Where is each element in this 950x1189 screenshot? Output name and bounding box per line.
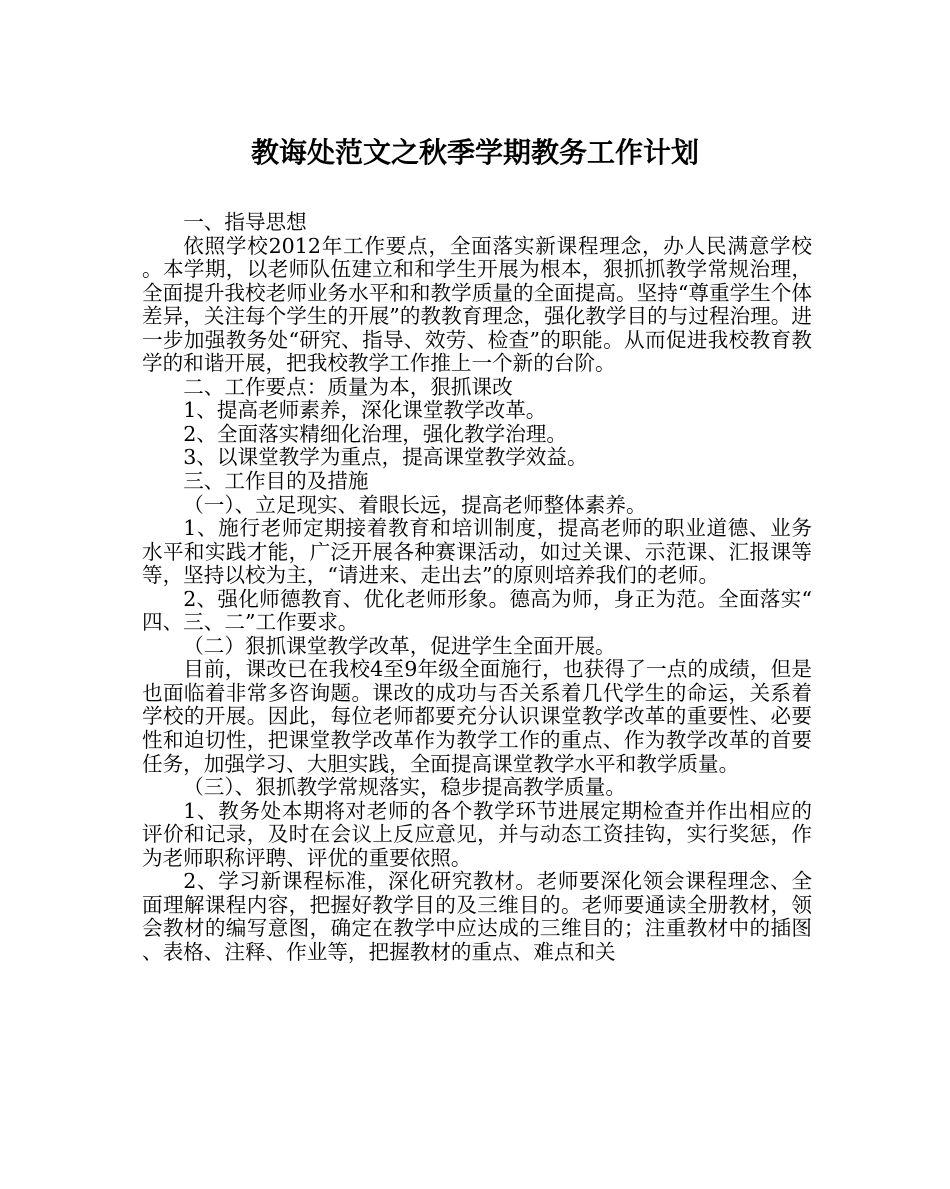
section-heading: 一、指导思想 — [183, 210, 307, 234]
body-paragraph: 1、施行老师定期接着教育和培训制度，提高老师的职业道德、业务水平和实践才能，广泛开展各种赛课活动，如过关课、示范课、汇报课等等，坚持以校为主，“请进来、走出去”的原则培养我们的老师。 — [142, 516, 812, 588]
subsection-heading: （二）狠抓课堂教学改革，促进学生全面开展。 — [183, 633, 616, 658]
list-item: 2、全面落实精细化治理，强化教学治理。 — [183, 421, 567, 446]
body-paragraph: 1、教务处本期将对老师的各个教学环节进展定期检查并作出相应的评价和记录，及时在会议上反应意见，并与动态工资挂钩，实行奖惩，作为老师职称评聘、评优的重要依照。 — [142, 798, 812, 870]
body-paragraph: 2、学习新课程标准，深化研究教材。老师要深化领会课程理念、全面理解课程内容，把握好教学目的及三维目的。老师要通读全册教材，领会教材的编写意图，确定在教学中应达成的三维目的；注重教材中的插图、表格、注释、作业等，把握教材的重点、难点和关 — [142, 869, 812, 964]
document-body — [142, 211, 812, 965]
list-item: 1、提高老师素养，深化课堂教学改革。 — [183, 398, 547, 423]
subsection-heading: （三）、狠抓教学常规落实，稳步提高教学质量。 — [183, 775, 626, 800]
body-paragraph: 2、强化师德教育、优化老师形象。德高为师，身正为范。全面落实“四、三、二”工作要求。 — [142, 586, 812, 635]
list-item: 3、以课堂教学为重点，提高课堂教学效益。 — [183, 445, 588, 470]
body-paragraph: 目前，课改已在我校4至9年级全面施行，也获得了一点的成绩，但是也面临着非常多咨询题。课改的成功与否关系着几代学生的命运，关系着学校的开展。因此，每位老师都要充分认识课堂教学改革的重要性、必要性和迫切性，把课堂教学改革作为教学工作的重点、作为教学改革的首要任务，加强学习、大胆实践，全面提高课堂教学水平和教学质量。 — [142, 657, 812, 776]
body-paragraph: 依照学校2012年工作要点，全面落实新课程理念，办人民满意学校。本学期，以老师队伍建立和和学生开展为根本，狠抓抓教学常规治理，全面提升我校老师业务水平和和教学质量的全面提高。坚持“尊重学生个体差异，关注每个学生的开展”的教教育理念，强化教学目的与过程治理。进一步加强教务处“研究、指导、效劳、检查”的职能。从而促进我校教育教学的和谐开展，把我校教学工作推上一个新的台阶。 — [142, 233, 812, 376]
section-heading: 三、工作目的及措施 — [183, 469, 369, 494]
document-title: 教诲处范文之秋季学期教务工作计划 — [250, 136, 699, 169]
section-heading: 二、工作要点：质量为本，狠抓课改 — [183, 374, 513, 399]
subsection-heading: （一）、立足现实、着眼长远，提高老师整体素养。 — [183, 492, 647, 517]
